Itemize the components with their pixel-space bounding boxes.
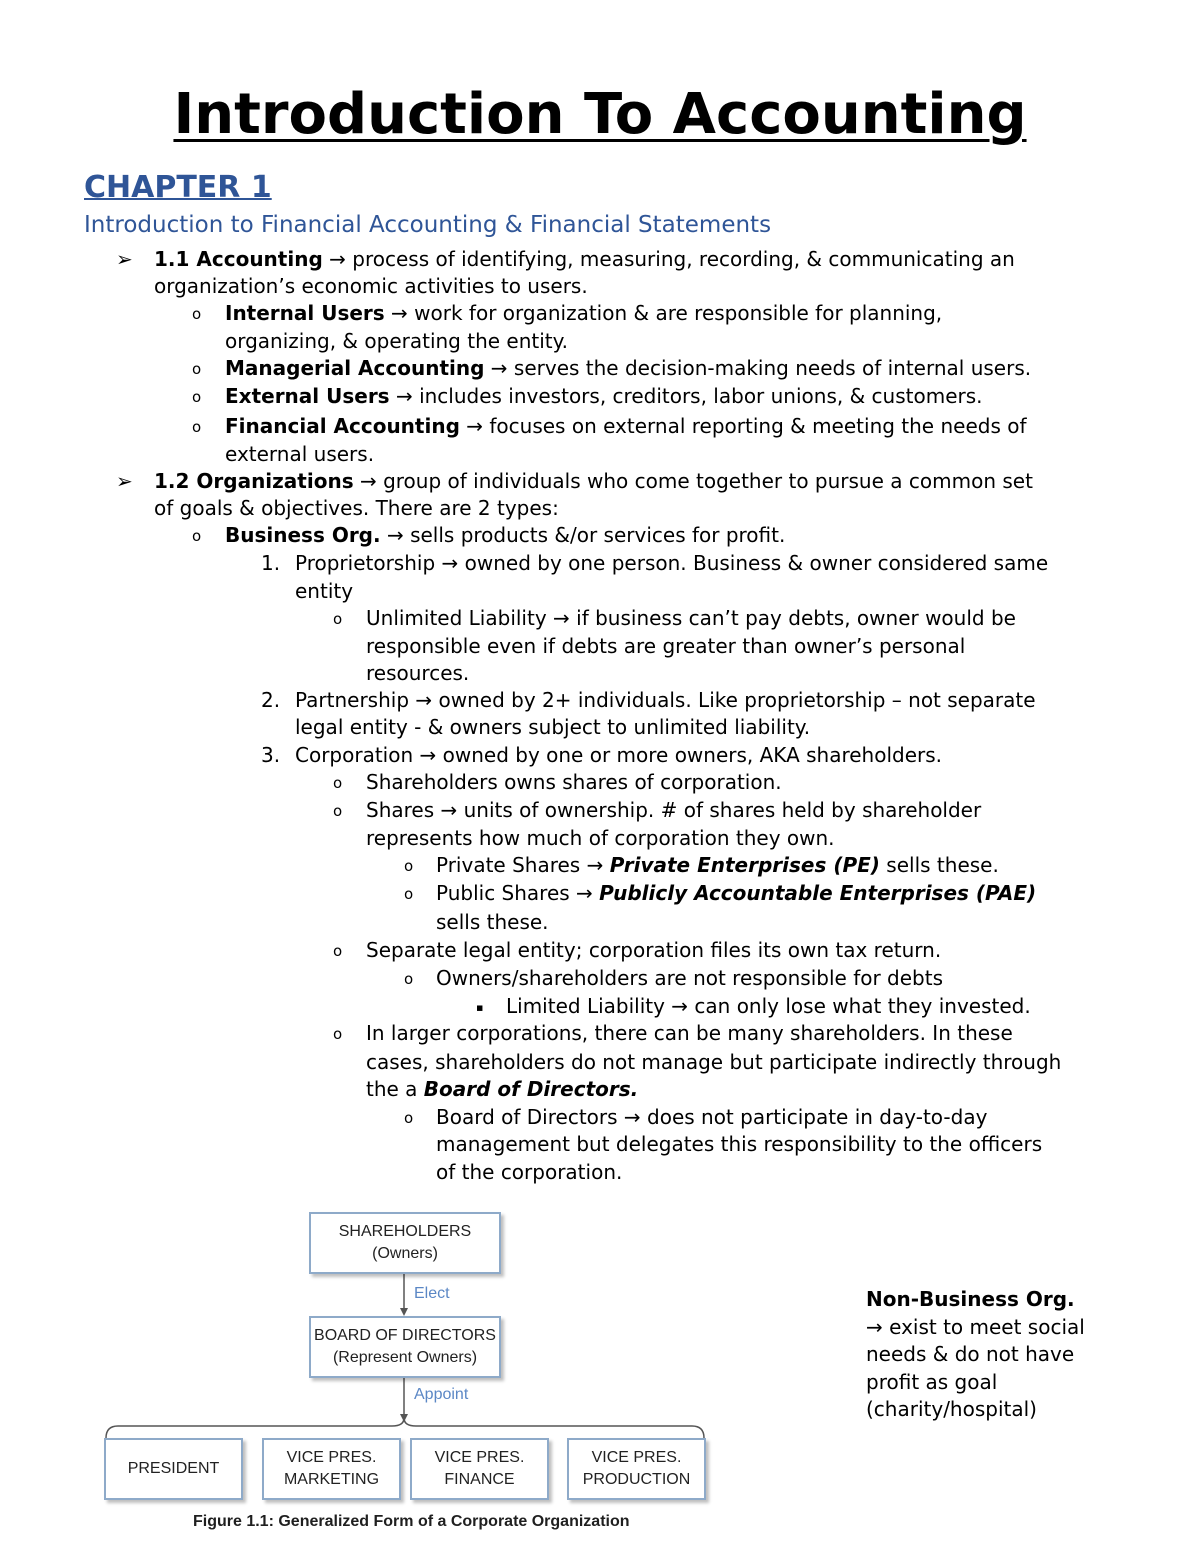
definition-continuation [366, 1076, 638, 1104]
circle-bullet-icon: o [192, 360, 202, 378]
list-number: 3. [261, 743, 281, 767]
elect-label: Elect [414, 1285, 450, 1302]
list-item-managerial-accounting [225, 355, 1031, 383]
definition-continuation: sells these. [436, 910, 549, 934]
definition-continuation: entity [295, 579, 354, 603]
definition-text: → process of identifying, measuring, recording, & communicating an [322, 247, 1015, 271]
circle-bullet-icon: o [404, 970, 414, 988]
shareholders-box [309, 1212, 501, 1274]
term: Private Enterprises (PE) [609, 853, 880, 877]
box-label: BOARD OF DIRECTORS [314, 1327, 496, 1344]
list-item-board-of-directors: Board of Directors → does not participate in day-to-day [436, 1105, 988, 1129]
list-item-unlimited-liability: Unlimited Liability → if business can’t pay debts, owner would be [366, 606, 1016, 630]
box-label: VICE PRES. [434, 1449, 525, 1466]
definition-continuation: cases, shareholders do not manage but participate indirectly through [366, 1050, 1062, 1074]
page-title: Introduction To Accounting [173, 82, 1027, 147]
circle-bullet-icon: o [333, 1025, 343, 1043]
board-of-directors-box [309, 1316, 501, 1378]
term: Internal Users [225, 301, 385, 325]
non-business-note [866, 1286, 1126, 1424]
term: Publicly Accountable Enterprises (PAE) [599, 881, 1037, 905]
list-item-owners-not-responsible: Owners/shareholders are not responsible for debts [436, 966, 944, 990]
definition-text: sells these. [879, 853, 999, 877]
circle-bullet-icon: o [404, 1109, 414, 1127]
list-item-corporation: Corporation → owned by one or more owners, AKA shareholders. [295, 743, 943, 767]
circle-bullet-icon: o [333, 610, 343, 628]
chapter-heading: CHAPTER 1 [84, 170, 272, 205]
list-item-limited-liability: Limited Liability → can only lose what they invested. [506, 994, 1031, 1018]
term: Board of Directors. [423, 1077, 639, 1101]
president-box [104, 1438, 243, 1500]
note-line: (charity/hospital) [866, 1397, 1037, 1421]
definition-text: → includes investors, creditors, labor unions, & customers. [389, 384, 983, 408]
box-label: PRESIDENT [127, 1460, 220, 1477]
definition-text: → focuses on external reporting & meeting the needs of [459, 414, 1027, 438]
note-line: profit as goal [866, 1369, 998, 1394]
vp-finance-box [410, 1438, 549, 1500]
chapter-subtitle: Introduction to Financial Accounting & Financial Statements [84, 212, 772, 238]
list-item-shareholders-own: Shareholders owns shares of corporation. [366, 770, 782, 794]
definition-continuation: of goals & objectives. There are 2 types: [154, 496, 559, 520]
box-sublabel: (Owners) [372, 1245, 438, 1262]
list-item-external-users [225, 383, 983, 411]
circle-bullet-icon: o [333, 802, 343, 820]
definition-continuation: responsible even if debts are greater than owner’s personal [366, 634, 966, 658]
definition-continuation: management but delegates this responsibility to the officers [436, 1132, 1043, 1156]
definition-text: → sells products &/or services for profit. [380, 523, 786, 547]
list-item-proprietorship: Proprietorship → owned by one person. Business & owner considered same [295, 551, 1049, 575]
box-sublabel: PRODUCTION [582, 1471, 691, 1488]
circle-bullet-icon: o [192, 305, 202, 323]
definition-continuation: of the corporation. [436, 1160, 623, 1184]
definition-continuation: resources. [366, 661, 470, 685]
box-sublabel: FINANCE [444, 1471, 515, 1488]
list-item-financial-accounting [225, 413, 1027, 441]
list-item-separate-legal-entity: Separate legal entity; corporation files its own tax return. [366, 938, 942, 962]
list-item-business-org [225, 522, 785, 550]
circle-bullet-icon: o [192, 418, 202, 436]
list-item-internal-users [225, 300, 942, 328]
definition-continuation: organization’s economic activities to users. [154, 274, 588, 298]
circle-bullet-icon: o [333, 774, 343, 792]
circle-bullet-icon: o [404, 885, 414, 903]
arrow-bullet-icon: ➢ [116, 247, 133, 271]
definition-continuation: external users. [225, 442, 375, 466]
definition-continuation: organizing, & operating the entity. [225, 329, 568, 353]
term: External Users [225, 384, 390, 408]
definition-text: → serves the decision-making needs of internal users. [484, 356, 1032, 380]
elect-arrowhead-icon [400, 1308, 408, 1316]
list-item-accounting [154, 246, 1015, 274]
list-item-public-shares [436, 880, 1036, 908]
definition-text: Public Shares → [436, 881, 600, 905]
term: 1.2 Organizations [154, 469, 354, 493]
list-number: 1. [261, 551, 281, 575]
list-item-private-shares [436, 852, 999, 880]
definition-text: → work for organization & are responsible for planning, [384, 301, 943, 325]
note-line: → exist to meet social [866, 1314, 1085, 1339]
vp-production-box [567, 1438, 706, 1500]
arrow-bullet-icon: ➢ [116, 469, 133, 493]
circle-bullet-icon: o [404, 857, 414, 875]
circle-bullet-icon: o [333, 942, 343, 960]
box-sublabel: (Represent Owners) [332, 1349, 478, 1366]
term: Financial Accounting [225, 414, 460, 438]
term: Business Org. [225, 523, 381, 547]
term: Managerial Accounting [225, 356, 485, 380]
list-item-organizations [154, 468, 1033, 496]
officers-brace [106, 1418, 704, 1438]
definition-continuation: represents how much of corporation they own. [366, 826, 835, 850]
definition-text: Private Shares → [436, 853, 610, 877]
term: 1.1 Accounting [154, 247, 323, 271]
vp-marketing-box [262, 1438, 401, 1500]
list-number: 2. [261, 688, 281, 712]
list-item-shares: Shares → units of ownership. # of shares held by shareholder [366, 798, 982, 822]
circle-bullet-icon: o [192, 388, 202, 406]
definition-text: → group of individuals who come together to pursue a common set [353, 469, 1033, 493]
box-sublabel: MARKETING [283, 1471, 380, 1488]
circle-bullet-icon: o [192, 527, 202, 545]
square-bullet-icon: ▪ [476, 1001, 484, 1014]
definition-text: the a [366, 1077, 424, 1101]
term: Non-Business Org. [866, 1287, 1075, 1311]
definition-continuation: legal entity - & owners subject to unlimited liability. [295, 715, 811, 739]
list-item-partnership: Partnership → owned by 2+ individuals. Like proprietorship – not separate [295, 688, 1036, 712]
figure-caption: Figure 1.1: Generalized Form of a Corporate Organization [193, 1513, 630, 1530]
list-item-larger-corporations: In larger corporations, there can be many shareholders. In these [366, 1021, 1013, 1045]
appoint-label: Appoint [414, 1386, 469, 1403]
box-label: VICE PRES. [591, 1449, 682, 1466]
box-label: VICE PRES. [286, 1449, 377, 1466]
note-line: needs & do not have [866, 1342, 1075, 1366]
box-label: SHAREHOLDERS [338, 1223, 472, 1240]
